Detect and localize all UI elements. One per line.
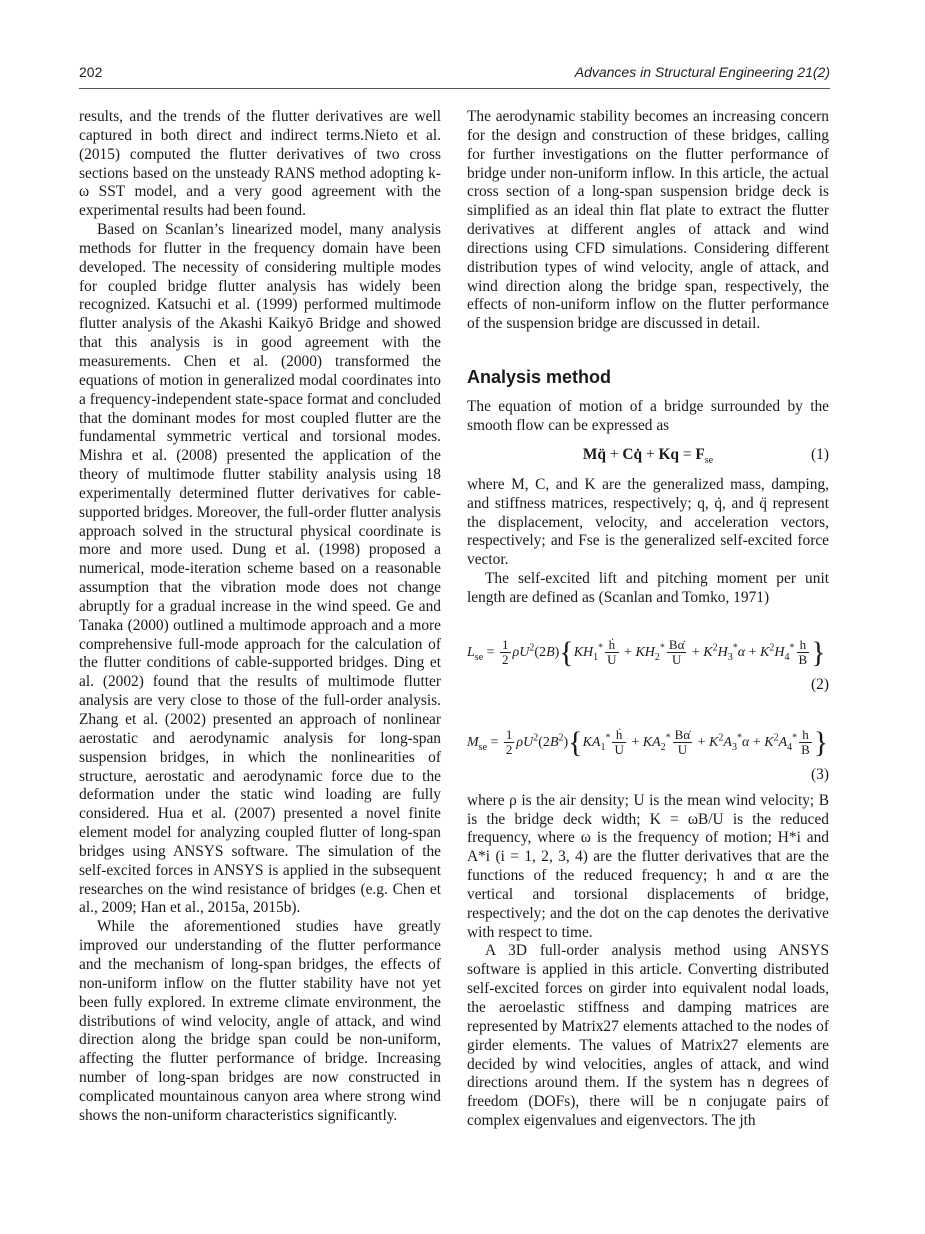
equation-number: (2) [811,675,829,693]
equation-body: $L_{se}$ = $\frac{1}{2}$ $\rho U^2(2B)\{KH_1^*$ $\frac{\text{ḣ}}{U}$ + $KH_2^*$ $\frac{B\alphȧ}{U}$ + $K^2H_3^*\alpha + K^2H_4^*$ $\frac{h}{B}$ } [467,635,826,669]
paragraph: where ρ is the air density; U is the mean wind velocity; B is the bridge deck width; K = ωB/U is the reduced frequency, where ω is the frequency of motion; H*i and A*i (i = 1, 2, 3, 4) are the flutter derivatives that are the functions of the reduced frequency; h and α are the vertical and torsional displacements of bridge, respectively; and the dot on the cap denotes the derivative with respect to time. [467,791,829,941]
equation-body: Mq̈ + Cq̇ + $Kq = F_{se}$ [582,445,714,466]
paragraph: where M, C, and K are the generalized mass, damping, and stiffness matrices, respectively; q, q̇, and q̈ represent the displacement, velocity, and acceleration vectors, respectively; and Fse is the generalized self-excited force vector. [467,475,829,569]
paragraph: The self-excited lift and pitching moment per unit length are defined as (Scanlan and Tomko, 1971) [467,570,829,606]
equation-3 [467,708,829,766]
equation-number: (3) [811,765,829,783]
journal-title: Advances in Structural Engineering 21(2) [574,64,830,80]
header-divider [79,88,830,89]
page-number: 202 [79,64,103,80]
paragraph: While the aforementioned studies have greatly improved our understanding of the flutter performance and the mechanism of long-span bridges, the effects of non-uniform inflow on the flutter stability have not yet been fully explored. In extreme climate environment, the distributions of wind velocity, angle of attack, and wind direction along the bridge span could be non-uniform, affecting the flutter performance of bridge. Increasing number of long-span bridges are now constructed in complicated mountainous canyon area where strong wind shows the non-uniform characteristics significantly. [79,918,441,1124]
left-column [79,108,441,1126]
paragraph: The equation of motion of a bridge surrounded by the smooth flow can be expressed as [467,398,829,434]
paragraph: Based on Scanlan’s linearized model, many analysis methods for flutter in the frequency domain have been developed. The necessity of considering multiple modes for coupled bridge flutter analysis has widely been recognized. Katsuchi et al. (1999) performed multimode flutter analysis of the Akashi Kaikyō Bridge and showed that this analysis is in good agreement with the measurements. Chen et al. (2000) transformed the equations of motion in generalized modal coordinates into a frequency-independent state-space format and concluded that the dominant modes for most coupled flutter are the fundamental symmetric vertical and torsional modes. Mishra et al. (2008) presented the application of the theory of multimode flutter stability analysis using 18 experimentally determined flutter derivatives for cable-supported bridges. Moreover, the full-order flutter analysis approach solved in the structural physical coordinate is more and more used. Dung et al. (1998) proposed a numerical, mode-iteration scheme based on a reasonable assumption that the vibration mode does not change abruptly for a gradual increase in the wind speed. Ge and Tanaka (2000) outlined a multimode approach and a more comprehensive full-mode approach for the calculation of the flutter conditions of cable-supported bridges. Ding et al. (2002) found that the results of multimode flutter analysis are very close to those of the full-order analysis. Zhang et al. (2002) presented an approach of nonlinear aerostatic and aerodynamic analysis for long-span suspension bridges, in which the nonlinearities of structure, aerostatic and aerodynamic force due to the deformation under the static wind loading are fully considered. Hua et al. (2007) presented a novel finite element model for analyzing coupled flutter of long-span bridges using ANSYS software. The simulation of the self-excited forces in ANSYS is applied in the subsequent researches on the wind resistance of bridges (e.g. Chen et al., 2009; Han et al., 2015a, 2015b). [79,221,441,917]
equation-1 [467,442,829,472]
paragraph: The aerodynamic stability becomes an increasing concern for the design and construction of these bridges, calling for further investigations on the flutter performance of bridge under non-uniform inflow. In this article, the actual cross section of a long-span suspension bridge deck is simplified as an ideal thin flat plate to extract the flutter derivatives at different angles of attack and wind directions using CFD simulations. Considering different distribution types of wind velocity, angle of attack, and wind direction along the bridge span, respectively, the effects of non-uniform inflow on the flutter performance of the suspension bridge are discussed in detail. [467,108,829,333]
equation-number: (1) [811,445,829,463]
section-title: Analysis method [467,367,612,388]
paragraph: results, and the trends of the flutter derivatives are well captured in both direct and indirect terms.Nieto et al. (2015) computed the flutter derivatives of two cross sections based on the unsteady RANS method adopting k-ω SST model, and a very good agreement with the experimental results had been found. [79,108,441,220]
equation-body: $M_{se}$ = $\frac{1}{2}$ $\rho U^2(2B^2)\{KA_1^*$ $\frac{\text{ḣ}}{U}$ + $KA_2^*$ $\frac{B\alphȧ}{U}$ + $K^2A_3^*\alpha + K^2A_4^*$ $\frac{h}{B}$ } [467,725,829,759]
equation-2 [467,618,829,676]
paragraph: A 3D full-order analysis method using ANSYS software is applied in this article. Converting distributed self-excited forces on girder into equivalent nodal loads, the aeroelastic stiffness and damping matrices are represented by Matrix27 elements attached to the nodes of girder elements. The values of Matrix27 elements are decided by wind velocities, angles of attack, and wind directions around them. If the system has n degrees of freedom (DOFs), there will be n conjugate pairs of complex eigenvalues and eigenvectors. The jth [467,942,829,1130]
right-column [467,108,829,1131]
